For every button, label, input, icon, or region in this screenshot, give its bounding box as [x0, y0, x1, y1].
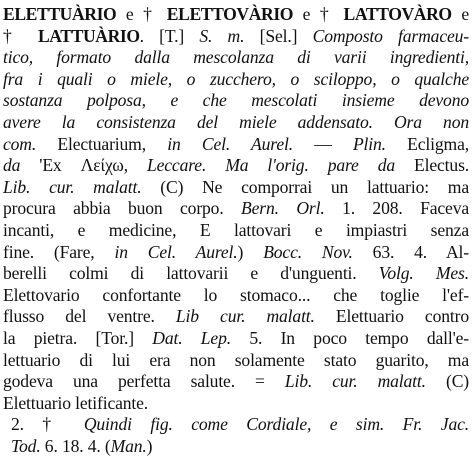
grammar-label: S. m. — [199, 25, 245, 46]
entry-text: Ecligma, — [385, 133, 469, 154]
citation-quote: 63. 4. Al- — [352, 241, 469, 262]
entry-text: Electuarium, — [36, 133, 168, 154]
definition-text: com. — [3, 133, 37, 154]
definition-text: sostanza polposa, e che mescolati insieme devono — [3, 90, 469, 111]
citation-source: Volg. Mes. — [378, 263, 469, 284]
entry-text: 6. 18. 4. ( — [40, 435, 111, 456]
entry-text: ) — [237, 241, 264, 262]
definition-text: tico, formato dalla mescolanza di varii ingredienti, — [3, 47, 469, 68]
entry-line-sense-2 — [3, 414, 469, 436]
definition-text: da — [3, 155, 21, 176]
entry-line — [3, 90, 469, 112]
citation-quote: la pietra. [Tor.] — [3, 327, 153, 348]
citation-quote: lettuario di lui era non solamente stato guarito, ma — [3, 349, 469, 370]
entry-line — [3, 134, 469, 156]
citation-quote: Elettuario letificante. — [3, 392, 149, 413]
entry-line — [3, 220, 469, 242]
citation-quote: Elettovario confortante lo stomaco... che toglie l'ef- — [3, 284, 469, 305]
headword: ELETTUÀRIO — [3, 4, 117, 24]
headword-variant: LATTUÀRIO — [37, 25, 140, 46]
citation-source: Man. — [110, 435, 147, 456]
entry-text: ) — [146, 435, 153, 456]
citation-quote: fine. (Fare, — [3, 241, 115, 262]
definition-text: Leccare. Ma l'orig. pare da — [146, 155, 396, 176]
entry-line — [3, 393, 469, 415]
citation-quote: 5. In poco tempo dall'e- — [231, 327, 469, 348]
entry-line — [3, 47, 469, 69]
entry-text: e † — [293, 4, 344, 24]
citation-quote: 1. 208. Faceva — [324, 198, 470, 219]
citation-source: Tod. — [11, 435, 41, 456]
citation-source: in Cel. Aurel. — [167, 133, 293, 154]
etymology-greek: 'Ex Λείχω, — [20, 155, 147, 176]
entry-line — [3, 263, 469, 285]
definition-text: Composto farmaceu- — [312, 25, 470, 46]
entry-text: . [T.] — [139, 25, 200, 46]
citation-source: Lib. cur. malatt. — [3, 176, 142, 197]
entry-line — [3, 155, 469, 177]
entry-line — [3, 69, 469, 91]
citation-quote: godeva una perfetta salute. = — [3, 371, 285, 392]
citation-quote: flusso del ventre. — [3, 306, 176, 327]
citation-source: in Cel. Aurel. — [114, 241, 238, 262]
citation-source: Dat. Lep. — [152, 327, 231, 348]
definition-text: Quindi fig. come Cordiale, e sim. Fr. Jac. — [83, 414, 469, 435]
entry-text: — — [292, 133, 353, 154]
citation-source: Plin. — [352, 133, 386, 154]
entry-text: e — [451, 4, 469, 24]
definition-text: fra i quali o miele, o zucchero, o sciloppo, o qualche — [3, 68, 469, 89]
entry-line — [3, 4, 469, 26]
entry-text: Electus. — [395, 155, 470, 176]
dictionary-entry — [3, 4, 469, 457]
entry-text: e † — [116, 4, 167, 24]
entry-line — [3, 112, 469, 134]
entry-line — [3, 371, 469, 393]
entry-text: (C) — [425, 371, 469, 392]
citation-quote: berelli colmi di lattovarii e d'unguenti. — [3, 263, 379, 284]
headword-variant: ELETTOVÀRIO — [166, 4, 294, 24]
citation-source: Lib cur. malatt. — [175, 306, 315, 327]
entry-line — [3, 306, 469, 328]
headword-variant: LATTOVÀRO — [343, 4, 452, 24]
entry-line — [3, 436, 469, 457]
citation-source: Bocc. Nov. — [263, 241, 353, 262]
entry-line — [3, 26, 469, 48]
entry-text: [Sel.] — [244, 25, 313, 46]
entry-line — [3, 350, 469, 372]
citation-quote: (C) Ne comporrai un lattuario: ma — [141, 176, 469, 197]
entry-line — [3, 198, 469, 220]
citation-source: Lib. cur. malatt. — [284, 371, 426, 392]
entry-text: † — [3, 25, 38, 46]
citation-quote: incanti, e medicine, E lattovari e impiastri senza — [3, 219, 469, 240]
citation-quote: procura abbia buon corpo. — [3, 198, 242, 219]
entry-line — [3, 177, 469, 199]
entry-line — [3, 285, 469, 307]
entry-line — [3, 328, 469, 350]
citation-source: Bern. Orl. — [241, 198, 325, 219]
sense-number: 2. † — [11, 414, 84, 435]
definition-text: avere la consistenza del miele addensato. Ora non — [3, 111, 469, 132]
entry-line — [3, 242, 469, 264]
citation-quote: Elettuario contro — [314, 306, 469, 327]
